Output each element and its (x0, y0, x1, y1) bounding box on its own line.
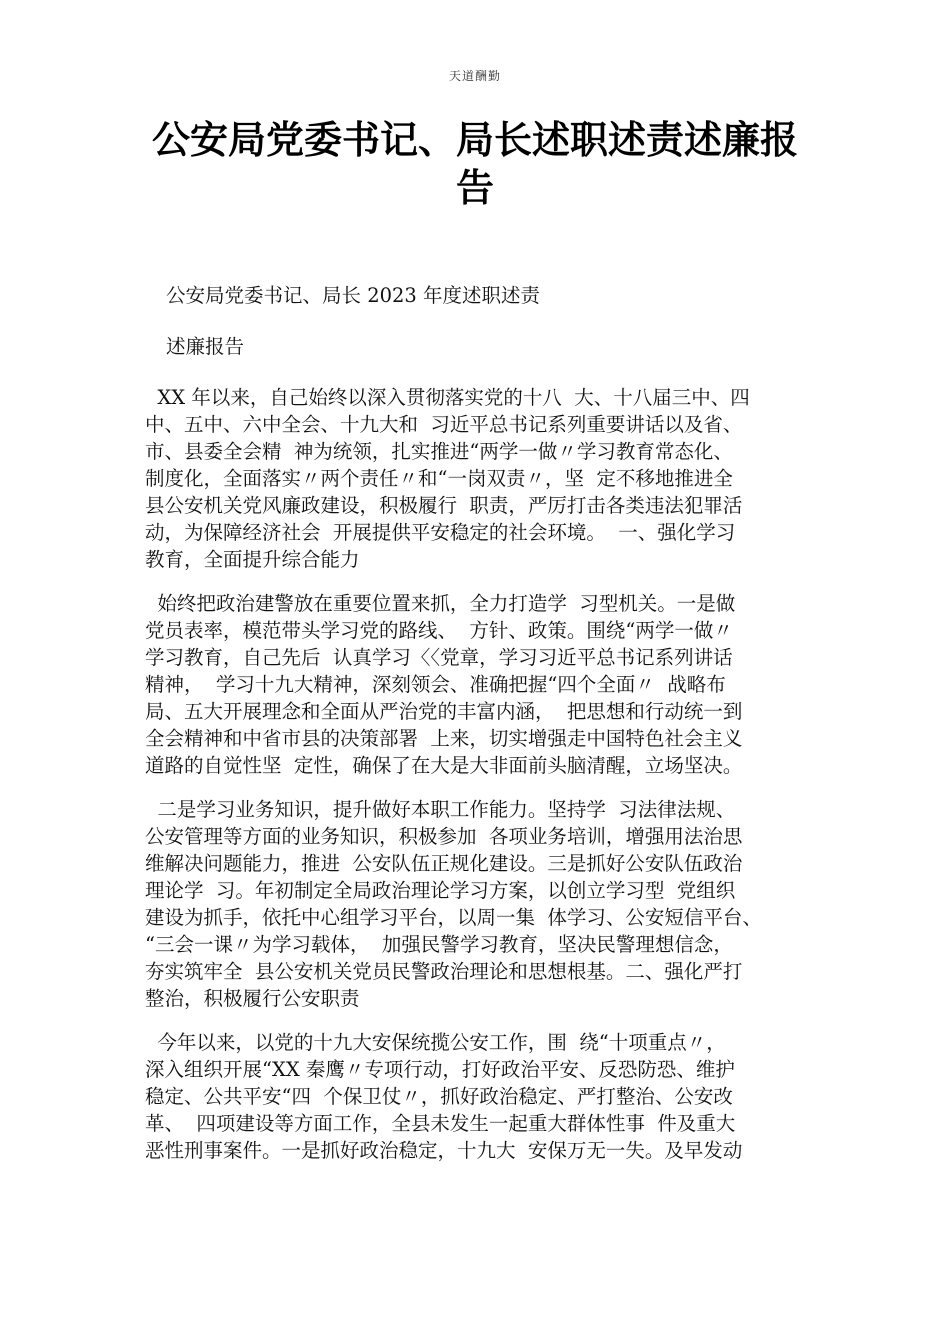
text-line: 深入组织开展“XX 秦鹰〃专项行动，打好政治平安、反恐防恐、维护 (145, 1058, 735, 1081)
text-line: 学习教育，自己先后 认真学习〈〈党章，学习习近平总书记系列讲话 (145, 646, 733, 669)
text-line: 市、县委全会精 神为统领，扎实推进“两学一做〃学习教育常态化、 (145, 440, 733, 463)
document-body (145, 282, 813, 1181)
text-line: 维解决问题能力，推进 公安队伍正规化建设。三是抓好公安队伍政治 (145, 852, 743, 875)
title-line: 公安局党委书记、局长述职述责述廉报 (151, 117, 798, 162)
text-line: 理论学 习。年初制定全局政治理论学习方案，以创立学习型 党组织 (145, 879, 736, 902)
text-line: 整治，积极履行公安职责 (145, 987, 360, 1010)
text-line: 二是学习业务知识，提升做好本职工作能力。坚持学 习法律法规、 (145, 798, 736, 821)
subtitle-line: 公安局党委书记、局长 2023 年度述职述责 (166, 284, 541, 307)
document-title (120, 116, 830, 212)
text-line: 公安管理等方面的业务知识，积极参加 各项业务培训，增强用法治思 (145, 825, 743, 848)
header-note: 天道酬勤 (448, 69, 501, 83)
text-line: 全会精神和中省市县的决策部署 上来，切实增强走中国特色社会主义 (145, 727, 743, 750)
text-line: 局、五大开展理念和全面从严治党的丰富内涵， 把思想和行动统一到 (145, 700, 743, 723)
text-line: 制度化，全面落实〃两个责任〃和“一岗双责〃，坚 定不移地推进全 (145, 467, 733, 490)
text-line: 中、五中、六中全会、十九大和 习近平总书记系列重要讲话以及省、 (145, 413, 743, 436)
text-line: XX 年以来，自己始终以深入贯彻落实党的十八 大、十八届三中、四 (145, 386, 750, 409)
subtitle-line: 述廉报告 (166, 335, 245, 358)
text-line: 道路的自觉性坚 定性，确保了在大是大非面前头脑清醒，立场坚决。 (145, 754, 743, 777)
text-line: 党员表率，模范带头学习党的路线、 方针、政策。围绕“两学一做〃 (145, 619, 733, 642)
text-line: 今年以来，以党的十九大安保统揽公安工作，围 绕“十项重点〃， (145, 1031, 726, 1054)
paragraph (145, 1029, 813, 1164)
text-line: 精神， 学习十九大精神，深刻领会、准确把握“四个全面〃 战略布 (145, 673, 726, 696)
text-line: 革、 四项建设等方面工作，全县未发生一起重大群体性事 件及重大 (145, 1112, 736, 1135)
paragraph (145, 590, 813, 779)
paragraph (145, 796, 813, 1012)
text-line: 恶性刑事案件。一是抓好政治稳定，十九大 安保万无一失。及早发动 (145, 1139, 743, 1162)
text-line: 县公安机关党风廉政建设，积极履行 职责，严厉打击各类违法犯罪活 (145, 494, 743, 517)
text-line: 动，为保障经济社会 开展提供平安稳定的社会环境。 一、强化学习 (145, 521, 736, 544)
text-line: “三会一课〃为学习载体， 加强民警学习教育，坚决民警理想信念， (145, 933, 733, 956)
text-line: 稳定、公共平安“四 个保卫仗〃，抓好政治稳定、严打整治、公安改 (145, 1085, 733, 1108)
title-line: 告 (455, 165, 494, 210)
text-line: 建设为抓手，依托中心组学习平台，以周一集 体学习、公安短信平台、 (145, 906, 762, 929)
paragraph (145, 384, 813, 573)
text-line: 始终把政治建警放在重要位置来抓，全力打造学 习型机关。一是做 (145, 592, 736, 615)
text-line: 教育，全面提升综合能力 (145, 548, 360, 571)
text-line: 夯实筑牢全 县公安机关党员民警政治理论和思想根基。二、强化严打 (145, 960, 743, 983)
